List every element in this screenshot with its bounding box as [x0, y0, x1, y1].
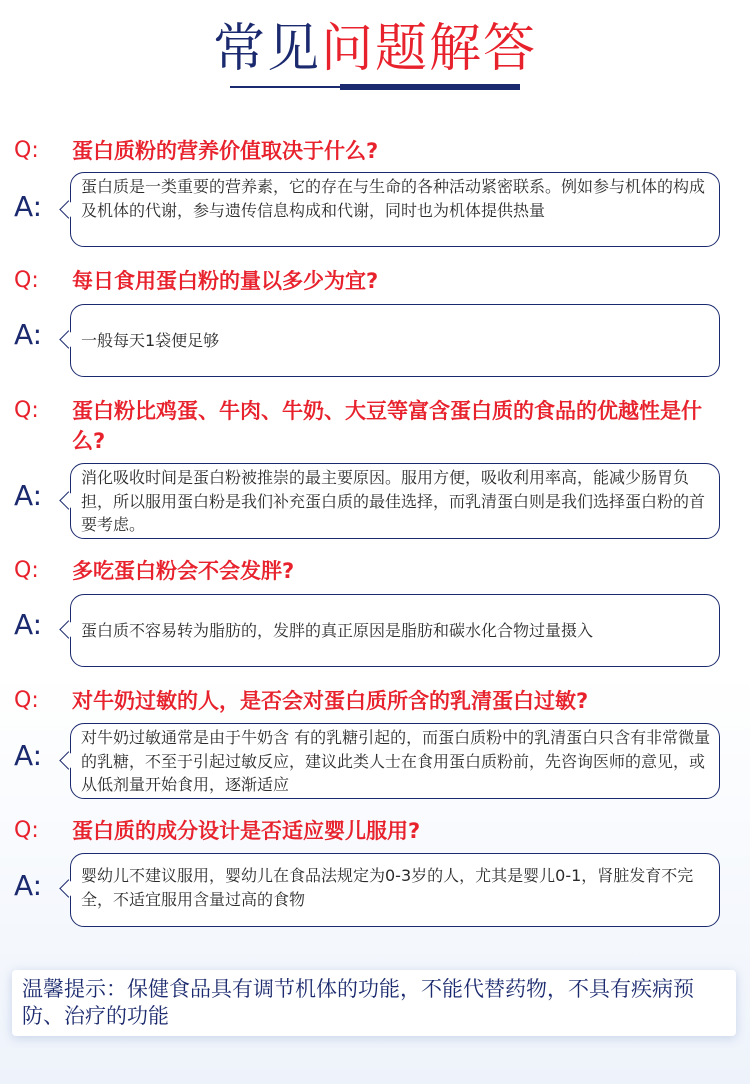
q-label: Q:	[14, 818, 39, 843]
q-label: Q:	[14, 558, 39, 583]
question-text: 蛋白粉比鸡蛋、牛肉、牛奶、大豆等富含蛋白质的食品的优越性是什么?	[72, 399, 702, 453]
answer-bubble	[70, 304, 720, 377]
question-text: 多吃蛋白粉会不会发胖?	[72, 559, 295, 583]
a-label: A:	[14, 869, 43, 902]
page-title-part2: 问题解答	[321, 19, 538, 79]
title-underline	[230, 84, 520, 90]
q-label: Q:	[14, 268, 39, 293]
warm-tip: 温馨提示：保健食品具有调节机体的功能，不能代替药物，不具有疾病预防、治疗的功能	[12, 970, 736, 1036]
answer-text: 对牛奶过敏通常是由于牛奶含 有的乳糖引起的，而蛋白质粉中的乳清蛋白只含有非常微量的乳糖，不至于引起过敏反应，建议此类人士在食用蛋白质粉前，先咨询医师的意见，或从低剂量开始食用，逐渐适应	[81, 728, 711, 794]
q-label: Q:	[14, 688, 39, 713]
question-text: 每日食用蛋白粉的量以多少为宜?	[72, 269, 379, 293]
question-text: 蛋白质的成分设计是否适应婴儿服用?	[72, 819, 421, 843]
answer-bubble	[70, 853, 720, 927]
a-label: A:	[14, 608, 43, 641]
page-title-part1: 常见	[212, 19, 321, 79]
question-text: 蛋白质粉的营养价值取决于什么?	[72, 139, 379, 163]
answer-bubble	[70, 172, 720, 247]
answer-bubble	[70, 463, 720, 539]
answer-bubble	[70, 594, 720, 667]
answer-text: 婴幼儿不建议服用，婴幼儿在食品法规定为0-3岁的人，尤其是婴儿0-1，肾脏发育不完全，不适宜服用含量过高的食物	[81, 866, 694, 909]
answer-text: 一般每天1袋便足够	[81, 330, 220, 350]
q-label: Q:	[14, 398, 39, 423]
page-title	[0, 18, 750, 80]
a-label: A:	[14, 739, 43, 772]
answer-bubble	[70, 723, 720, 799]
a-label: A:	[14, 190, 43, 223]
answer-text: 消化吸收时间是蛋白粉被推崇的最主要原因。服用方便，吸收利用率高，能减少肠胃负担，所以服用蛋白粉是我们补充蛋白质的最佳选择，而乳清蛋白则是我们选择蛋白粉的首要考虑。	[81, 468, 706, 534]
question-text: 对牛奶过敏的人，是否会对蛋白质所含的乳清蛋白过敏?	[72, 689, 589, 713]
q-label: Q:	[14, 138, 39, 163]
answer-text: 蛋白质不容易转为脂肪的，发胖的真正原因是脂肪和碳水化合物过量摄入	[81, 620, 594, 640]
answer-text: 蛋白质是一类重要的营养素，它的存在与生命的各种活动紧密联系。例如参与机体的构成及机体的代谢，参与遗传信息构成和代谢，同时也为机体提供热量	[81, 177, 706, 220]
a-label: A:	[14, 318, 43, 351]
a-label: A:	[14, 479, 43, 512]
